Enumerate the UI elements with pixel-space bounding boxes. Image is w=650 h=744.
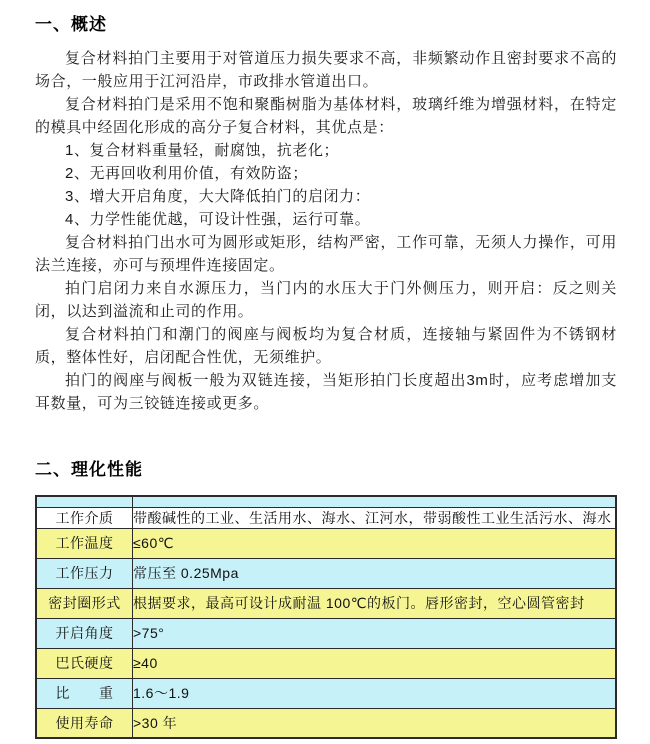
row-label: 工作温度: [36, 528, 133, 558]
row-value: >75°: [133, 618, 617, 648]
list-item: 2、无再回收利用价值，有效防盗；: [65, 165, 308, 182]
list-item: 1、复合材料重量轻，耐腐蚀，抗老化；: [65, 142, 340, 159]
list-item: 3、增大开启角度，大大降低拍门的启闭力：: [65, 188, 371, 205]
table-row: [36, 528, 616, 558]
row-value: ≥40: [133, 648, 617, 678]
row-value: 常压至 0.25Mpa: [133, 558, 617, 588]
table-row: [36, 618, 616, 648]
row-label: 工作介质: [36, 507, 133, 528]
spacer-cell: [133, 496, 617, 507]
table-row: [36, 588, 616, 618]
properties-table: [35, 495, 617, 739]
row-label: 比 重: [36, 678, 133, 708]
overview-body: [35, 47, 617, 415]
section-heading-overview: 一、概述: [35, 15, 107, 34]
row-value: 1.6～1.9: [133, 678, 617, 708]
list-item: 4、力学性能优越，可设计性强，运行可靠。: [65, 211, 371, 228]
table-spacer-row: [36, 496, 616, 507]
table-row: [36, 648, 616, 678]
table-row: [36, 708, 616, 738]
paragraph: 拍门的阀座与阀板一般为双链连接，当矩形拍门长度超出3m时，应考虑增加支耳数量，可为三铰链连接或更多。: [35, 372, 617, 412]
row-label: 工作压力: [36, 558, 133, 588]
row-label: 开启角度: [36, 618, 133, 648]
row-label: 密封圈形式: [36, 588, 133, 618]
paragraph: 复合材料拍门主要用于对管道压力损失要求不高，非频繁动作且密封要求不高的场合，一般应用于江河沿岸，市政排水管道出口。: [35, 50, 617, 90]
row-label: 使用寿命: [36, 708, 133, 738]
paragraph: 复合材料拍门出水可为圆形或矩形，结构严密，工作可靠，无须人力操作，可用法兰连接，亦可与预埋件连接固定。: [35, 234, 617, 274]
spacer-cell: [36, 496, 133, 507]
row-value: 带酸碱性的工业、生活用水、海水、江河水，带弱酸性工业生活污水、海水: [133, 507, 617, 528]
row-label: 巴氏硬度: [36, 648, 133, 678]
paragraph: 复合材料拍门是采用不饱和聚酯树脂为基体材料，玻璃纤维为增强材料，在特定的模具中经固化形成的高分子复合材料，其优点是：: [35, 96, 617, 136]
row-value: ≤60℃: [133, 528, 617, 558]
row-value: >30 年: [133, 708, 617, 738]
row-value: 根据要求，最高可设计成耐温 100℃的板门。唇形密封，空心圆管密封: [133, 588, 617, 618]
table-row: [36, 507, 616, 528]
section-heading-properties: 二、理化性能: [35, 460, 143, 479]
paragraph: 拍门启闭力来自水源压力，当门内的水压大于门外侧压力，则开启：反之则关闭，以达到溢流和止司的作用。: [35, 280, 617, 320]
paragraph: 复合材料拍门和潮门的阀座与阀板均为复合材质，连接轴与紧固件为不锈钢材质，整体性好，启闭配合性优，无须维护。: [35, 326, 617, 366]
table-row: [36, 558, 616, 588]
table-row: [36, 678, 616, 708]
